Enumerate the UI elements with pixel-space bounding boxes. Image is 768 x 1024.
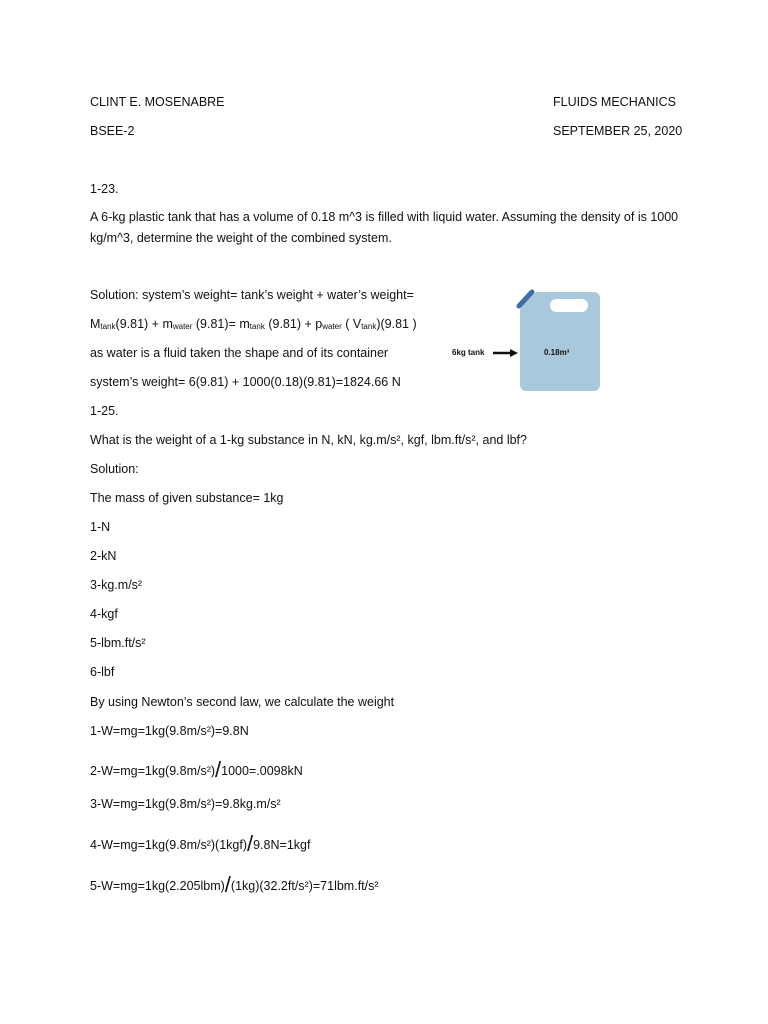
solution-label: Solution: [90, 462, 139, 476]
weight-calc-3: 3-W=mg=1kg(9.8m/s²)=9.8kg.m/s² [90, 797, 281, 811]
section-label: BSEE-2 [90, 124, 135, 138]
document-date: SEPTEMBER 25, 2020 [553, 124, 683, 138]
tank-mass-label: 6kg tank [452, 348, 485, 357]
unit-item: 1-N [90, 520, 111, 534]
problem-question: What is the weight of a 1-kg substance in N, kN, kg.m/s², kgf, lbm.ft/s², and lbf? [90, 433, 527, 447]
unit-item: 2-kN [90, 549, 117, 563]
newton-law-statement: By using Newton’s second law, we calculate the weight [90, 695, 395, 709]
water-jug-icon [450, 286, 610, 396]
author-name: CLINT E. MOSENABRE [90, 95, 225, 109]
problem-number: 1-23. [90, 182, 119, 196]
weight-calc-2: 2-W=mg=1kg(9.8m/s²)/1000=.0098kN [90, 757, 303, 782]
solution-line: Solution: system’s weight= tank’s weight + water’s weight= [90, 288, 414, 302]
unit-item: 3-kg.m/s² [90, 578, 143, 592]
tank-figure [450, 286, 610, 396]
weight-calc-1: 1-W=mg=1kg(9.8m/s²)=9.8N [90, 724, 249, 738]
unit-item: 5-lbm.ft/s² [90, 636, 146, 650]
mass-statement: The mass of given substance= 1kg [90, 491, 284, 505]
weight-calc-5: 5-W=mg=1kg(2.205lbm)/(1kg)(32.2ft/s²)=71lbm.ft/s² [90, 872, 379, 897]
course-title: FLUIDS MECHANICS [553, 95, 676, 109]
problem-statement: A 6-kg plastic tank that has a volume of 0.18 m^3 is filled with liquid water. Assuming the density of is 1000 kg/m^3, determine the weight of the combined system. [90, 210, 679, 245]
weight-calc-4: 4-W=mg=1kg(9.8m/s²)(1kgf)/9.8N=1kgf [90, 831, 311, 856]
unit-item: 6-lbf [90, 665, 115, 679]
arrow-head-icon [510, 349, 518, 357]
fluid-note: as water is a fluid taken the shape and of its container [90, 346, 389, 360]
problem-number-2: 1-25. [90, 404, 119, 418]
weight-equation: $M_{tank}(9.81) + m_{water}$ $(9.81)= m_{tank}$ $(9.81) + p_{water}$ ( $V_{tank})(9.81$ ) [90, 317, 417, 331]
system-weight-result: system’s weight= 6(9.81) + 1000(0.18)(9.81)=1824.66 N [90, 375, 401, 389]
unit-item: 4-kgf [90, 607, 118, 621]
tank-volume-label: 0.18m³ [544, 348, 570, 357]
tank-handle [550, 299, 588, 312]
